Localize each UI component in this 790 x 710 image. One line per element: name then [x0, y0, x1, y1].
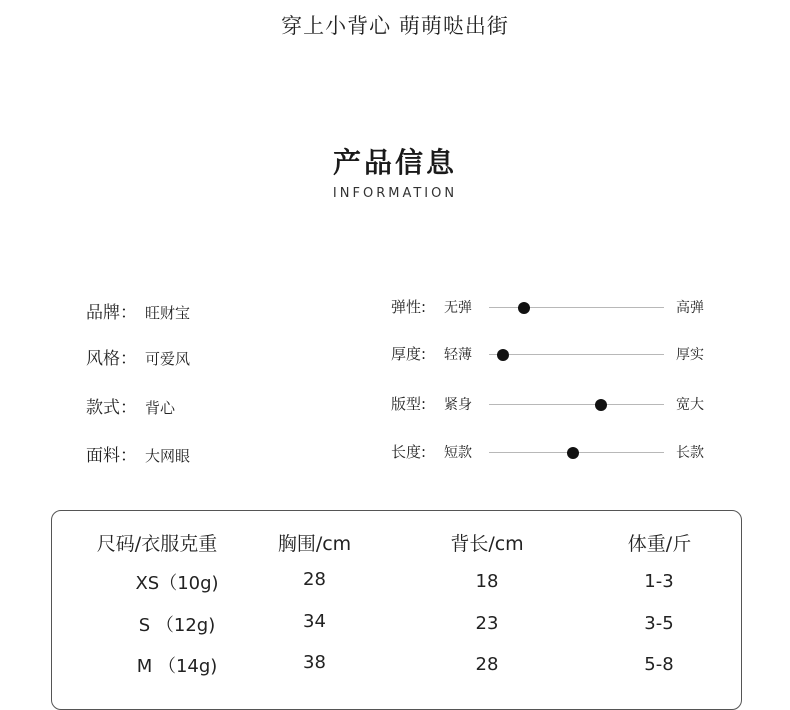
scale-track: [489, 307, 664, 308]
scale-track: [489, 404, 664, 405]
attribute-value: 背心: [145, 399, 176, 417]
table-cell-chest: 38: [303, 652, 326, 673]
attribute-value: 大网眼: [145, 447, 191, 465]
scale-thickness: [391, 343, 721, 367]
attribute-fabric: [86, 441, 190, 466]
table-cell-back-length: 23: [475, 613, 499, 634]
scale-name: 长度:: [391, 443, 427, 461]
attribute-value: 可爱风: [145, 350, 191, 368]
scale-high-label: 宽大: [676, 397, 704, 413]
table-cell-back-length: 18: [475, 571, 499, 592]
table-cell-size: M （14g): [136, 656, 218, 677]
table-cell-chest: 28: [303, 569, 326, 590]
scale-fit: [391, 393, 721, 417]
scale-high-label: 高弹: [676, 300, 704, 316]
scale-high-label: 厚实: [676, 347, 704, 363]
scale-name: 版型:: [391, 395, 427, 413]
attribute-brand: [86, 298, 190, 323]
scale-marker: [567, 447, 579, 459]
table-cell-back-length: 28: [475, 654, 499, 675]
attribute-style: [86, 344, 190, 369]
table-header-weight: 体重/斤: [627, 533, 692, 555]
scale-marker: [518, 302, 530, 314]
size-table: [51, 510, 742, 710]
attribute-label: 款式：: [86, 398, 137, 418]
table-header-back-length: 背长/cm: [450, 533, 524, 555]
table-cell-size: S （12g): [138, 615, 216, 636]
section-subtitle: INFORMATION: [332, 186, 458, 201]
attribute-type: [86, 393, 175, 418]
scale-elasticity: [391, 296, 721, 320]
table-cell-weight: 1-3: [644, 571, 674, 592]
scale-high-label: 长款: [676, 445, 704, 461]
scale-track: [489, 354, 664, 355]
attribute-value: 旺财宝: [145, 304, 191, 322]
scale-name: 厚度:: [391, 345, 427, 363]
table-header-chest: 胸围/cm: [277, 533, 352, 555]
scale-low-label: 无弹: [444, 300, 472, 316]
section-title: 产品信息: [332, 146, 457, 179]
scale-low-label: 短款: [444, 445, 472, 461]
table-cell-size: XS（10g): [135, 573, 219, 594]
table-cell-weight: 5-8: [644, 654, 674, 675]
table-cell-weight: 3-5: [644, 613, 674, 634]
scale-marker: [497, 349, 509, 361]
table-cell-chest: 34: [303, 611, 326, 632]
table-header-size: 尺码/衣服克重: [96, 533, 218, 555]
attribute-label: 品牌：: [86, 303, 137, 323]
scale-marker: [595, 399, 607, 411]
scale-length: [391, 441, 721, 465]
tagline: 穿上小背心 萌萌哒出街: [281, 14, 509, 38]
scale-low-label: 紧身: [444, 397, 472, 413]
attribute-label: 面料：: [86, 446, 137, 466]
scale-low-label: 轻薄: [444, 347, 472, 363]
attribute-label: 风格：: [86, 349, 137, 369]
scale-name: 弹性:: [391, 298, 427, 316]
